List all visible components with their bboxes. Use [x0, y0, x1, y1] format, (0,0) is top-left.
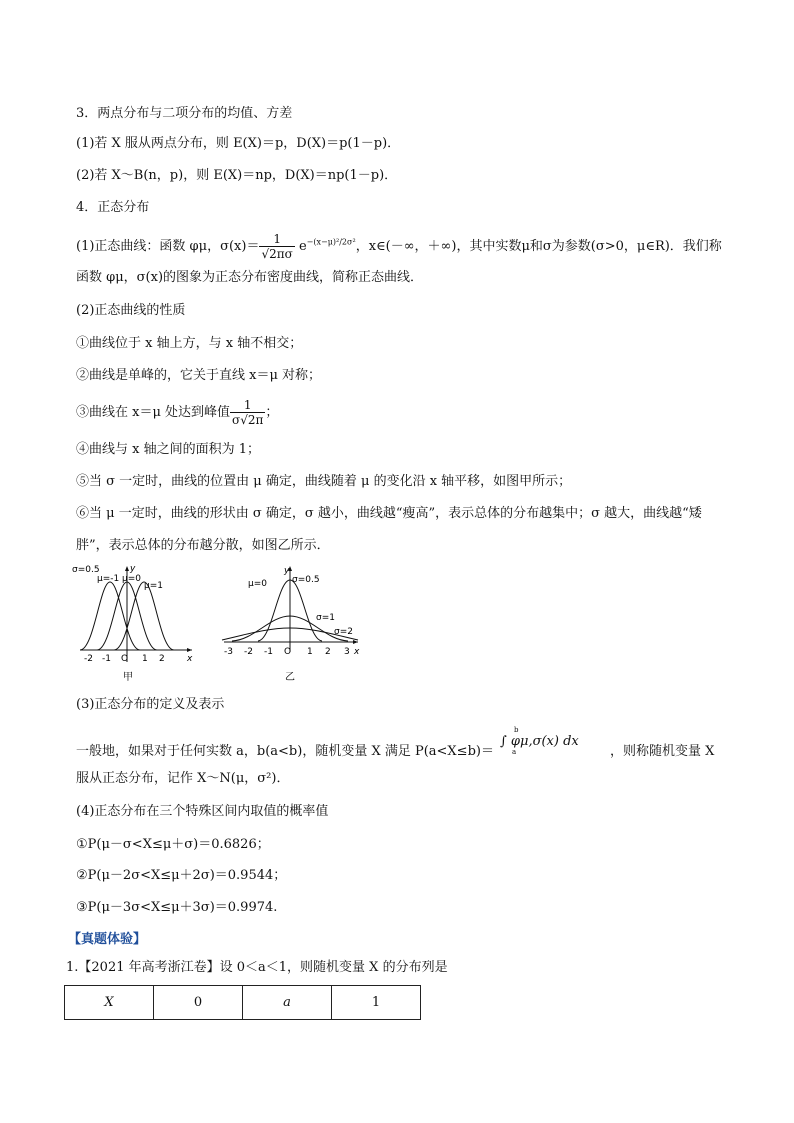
normal-curve-definition	[76, 232, 722, 261]
peak-numerator: 1	[230, 398, 265, 413]
probability-2: ②P(μ－2σ<X≤μ＋2σ)＝0.9544；	[76, 868, 287, 883]
peak-fraction	[230, 398, 265, 427]
property-2: ②曲线是单峰的，它关于直线 x＝μ 对称；	[76, 368, 322, 383]
table-cell-a: a	[243, 986, 332, 1020]
definition-line2: 服从正态分布，记作 X～N(μ，σ²)．	[76, 771, 290, 786]
definition-title: (3)正态分布的定义及表示	[76, 697, 225, 712]
properties-title: (2)正态曲线的性质	[76, 303, 186, 318]
distribution-table	[64, 985, 421, 1020]
property-5: ⑤当 σ 一定时，曲线的位置由 μ 确定，曲线随着 μ 的变化沿 x 轴平移，如图甲所示；	[76, 474, 572, 489]
table-cell-1: 1	[332, 986, 421, 1020]
fig-a-caption: 甲	[123, 672, 133, 683]
fig-a-x-label: x	[187, 654, 193, 664]
exp-power: −(x−μ)²/2σ²	[306, 237, 356, 247]
fig-a-tick-2: 2	[159, 654, 165, 664]
fig-b-tick-neg1: -1	[264, 647, 273, 657]
peak-denominator: σ√2π	[232, 413, 264, 427]
fig-b-tick-1: 1	[307, 647, 313, 657]
fig-b-tick-neg3: -3	[224, 647, 233, 657]
section4-title: 4．正态分布	[76, 200, 150, 215]
fig-a-sigma-label: σ=0.5	[72, 565, 100, 575]
fig-a-tick-1: 1	[142, 654, 148, 664]
fig-b-x-arrow	[353, 640, 358, 644]
property-6-line2: 胖”，表示总体的分布越分散，如图乙所示．	[76, 538, 330, 553]
property-3-prefix: ③曲线在 x＝μ 处达到峰值	[76, 405, 231, 420]
exam-experience-header: 【真题体验】	[68, 932, 147, 947]
table-cell-x: X	[65, 986, 154, 1020]
table-row	[65, 986, 421, 1020]
integral-body: ∫ φμ,σ(x) dx	[500, 734, 579, 749]
fig-a-y-arrow	[125, 566, 129, 571]
fig-b-tick-3: 3	[344, 647, 350, 657]
fig-b-sigma-label-3: σ=2	[334, 627, 353, 637]
figure-yi	[218, 562, 368, 684]
fig-a-y-label: y	[130, 564, 136, 574]
property-3-suffix: ；	[265, 405, 279, 420]
fig-b-sigma-label-1: σ=0.5	[292, 575, 320, 585]
fig-b-y-label: y	[284, 566, 290, 576]
fig-b-tick-neg2: -2	[244, 647, 253, 657]
density-denominator: √2πσ	[261, 247, 293, 261]
probability-1: ①P(μ－σ<X≤μ＋σ)＝0.6826；	[76, 837, 270, 852]
exp-base: e	[298, 239, 307, 254]
fig-b-x-label: x	[354, 647, 360, 657]
fig-a-tick-neg1: -1	[102, 654, 111, 664]
normal-curve-definition-line2: 函数 φμ，σ(x)的图象为正态分布密度曲线，简称正态曲线．	[76, 270, 424, 285]
definition-line1	[76, 744, 494, 760]
property-3	[76, 398, 278, 427]
density-fraction	[259, 232, 294, 261]
fig-a-mu-label-3: μ=1	[144, 581, 163, 591]
fig-a-x-arrow	[187, 648, 192, 652]
property-4: ④曲线与 x 轴之间的面积为 1；	[76, 442, 260, 457]
fig-a-mu-label-2: μ=0	[122, 574, 141, 584]
integral-lower-limit: a	[512, 748, 517, 756]
section3-line2: (2)若 X～B(n，p)，则 E(X)＝np，D(X)＝np(1－p)．	[76, 168, 398, 183]
definition-line1-b: ，则称随机变量 X	[610, 744, 715, 759]
probability-title: (4)正态分布在三个特殊区间内取值的概率值	[76, 804, 329, 819]
fig-b-tick-2: 2	[325, 647, 331, 657]
density-numerator: 1	[259, 232, 294, 247]
property-1: ①曲线位于 x 轴上方，与 x 轴不相交；	[76, 336, 303, 351]
fig-b-caption: 乙	[285, 672, 295, 683]
fig-b-mu-label: μ=0	[248, 579, 267, 589]
definition-line1-a: 一般地，如果对于任何实数 a，b(a<b)，随机变量 X 满足 P(a<X≤b)＝	[76, 744, 494, 759]
figure-jia	[70, 562, 200, 684]
section3-title: 3．两点分布与二项分布的均值、方差	[76, 106, 293, 121]
fig-a-tick-neg2: -2	[84, 654, 93, 664]
curve-def-suffix: ，x∈(－∞，＋∞)，其中实数μ和σ为参数(σ>0，μ∈R)．我们称	[355, 239, 722, 254]
integral-upper-limit: b	[514, 726, 519, 734]
fig-b-tick-origin: O	[284, 647, 292, 657]
table-cell-0: 0	[154, 986, 243, 1020]
curve-def-prefix: (1)正态曲线：函数 φμ，σ(x)＝	[76, 239, 260, 254]
probability-3: ③P(μ－3σ<X≤μ＋3σ)＝0.9974.	[76, 900, 278, 915]
fig-a-mu-label-1: μ=-1	[97, 574, 120, 584]
section3-line1: (1)若 X 服从两点分布，则 E(X)＝p，D(X)＝p(1－p)．	[76, 136, 401, 151]
fig-a-tick-origin: O	[121, 654, 129, 664]
question-1: 1.【2021 年高考浙江卷】设 0＜a＜1，则随机变量 X 的分布列是	[66, 960, 448, 975]
fig-b-sigma-label-2: σ=1	[316, 613, 335, 623]
property-6-line1: ⑥当 μ 一定时，曲线的形状由 σ 确定，σ 越小，曲线越“瘦高”，表示总体的分布越集中；σ 越大，曲线越“矮	[76, 506, 702, 521]
